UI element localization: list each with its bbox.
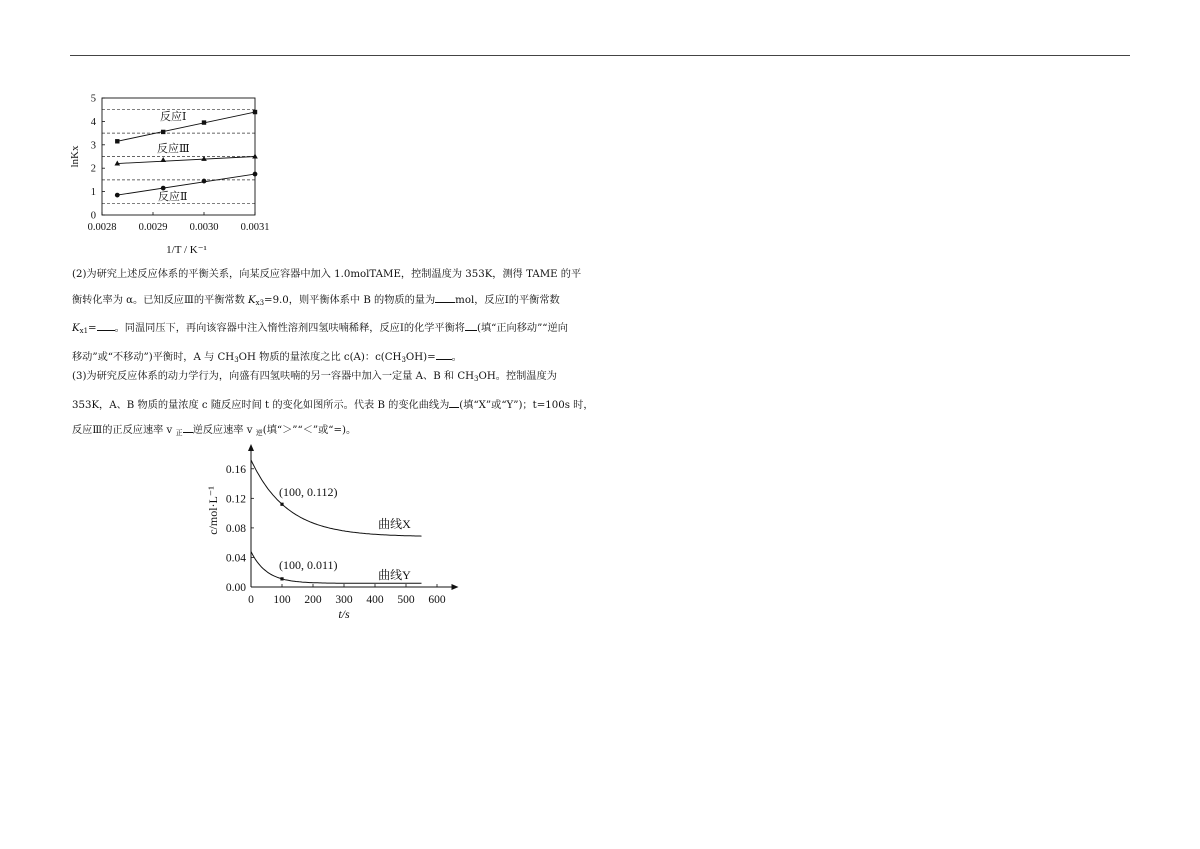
series-label: 曲线Y bbox=[378, 567, 411, 582]
data-point bbox=[115, 139, 119, 143]
y-tick-label: 0.12 bbox=[225, 493, 246, 506]
y-tick-label: 4 bbox=[90, 116, 96, 128]
y-tick-label: 0.08 bbox=[225, 522, 246, 535]
answer-blank[interactable] bbox=[436, 359, 452, 360]
y-tick-label: 5 bbox=[90, 93, 96, 105]
header-rule bbox=[70, 55, 1130, 56]
concentration-chart bbox=[195, 440, 485, 625]
data-point bbox=[202, 120, 206, 124]
x-axis-arrow bbox=[452, 584, 459, 590]
answer-blank[interactable] bbox=[449, 407, 459, 408]
series-label: 反应Ⅰ bbox=[160, 111, 187, 124]
x-tick-label: 100 bbox=[273, 594, 291, 606]
x-tick-label: 0.0029 bbox=[138, 222, 168, 233]
lnkx-chart bbox=[60, 88, 280, 263]
data-point bbox=[202, 179, 207, 184]
x-axis-label: 1/T / K⁻¹ bbox=[166, 244, 207, 256]
data-point bbox=[160, 157, 166, 162]
question-2: (2)为研究上述反应体系的平衡关系，向某反应容器中加入 1.0molTAME，控制温度为 353K，测得 TAME 的平 衡转化率为 α。已知反应Ⅲ的平衡常数 $K_{x3}=9.0$，则平衡体系中 B 的物质的量为 mol，反应Ⅰ的平衡常数 $K_{x1}=$ 。同温同压下，再向该容器中注入惰性溶剂四氢呋喃稀释，反应Ⅰ的化学平衡将 (填“正向移动”“逆向 移动”或“不移动”)平衡时，A 与 $CH_3OH$ 物质的量浓度之比 c(A)：$c(CH_3OH)=$ 。 bbox=[72, 269, 582, 364]
answer-blank[interactable] bbox=[435, 302, 455, 303]
answer-blank[interactable] bbox=[183, 432, 193, 433]
y-axis-arrow bbox=[248, 444, 254, 451]
x-axis-label: t/s bbox=[338, 607, 350, 621]
y-tick-label: 2 bbox=[90, 163, 96, 175]
series-label: 反应Ⅲ bbox=[157, 142, 190, 155]
series-line bbox=[117, 157, 255, 164]
x-tick-label: 0 bbox=[248, 594, 254, 606]
y-tick-label: 0 bbox=[90, 210, 96, 222]
data-point bbox=[280, 577, 283, 580]
x-tick-label: 500 bbox=[397, 594, 415, 606]
x-tick-label: 600 bbox=[428, 594, 446, 606]
question-3: (3)为研究反应体系的动力学行为，向盛有四氢呋喃的另一容器中加入一定量 A、B 和 $CH_3OH$。控制温度为 353K，A、B 物质的量浓度 c 随反应时间 t 的变化如图所示。代表 B 的变化曲线为 (填“X”或“Y”)；t=100s 时， 反应Ⅲ的正反应速率 v $_正$ 逆反应速率 v $_逆$(填“＞”“＜”或“=)。 bbox=[72, 371, 594, 437]
series-label: 曲线X bbox=[378, 516, 411, 531]
answer-blank[interactable] bbox=[465, 330, 477, 331]
point-annotation: (100, 0.112) bbox=[279, 485, 338, 500]
y-tick-label: 0.04 bbox=[225, 552, 246, 565]
y-axis-label: c/mol·L⁻¹ bbox=[206, 486, 220, 535]
data-point bbox=[252, 154, 258, 159]
data-point bbox=[253, 110, 257, 114]
x-tick-label: 400 bbox=[366, 594, 384, 606]
point-annotation: (100, 0.011) bbox=[279, 557, 338, 572]
data-point bbox=[253, 172, 258, 177]
y-tick-label: 1 bbox=[90, 187, 96, 199]
x-tick-label: 0.0030 bbox=[189, 222, 219, 233]
data-point bbox=[161, 186, 166, 191]
y-axis-label: lnKx bbox=[69, 145, 81, 168]
y-tick-label: 0.16 bbox=[225, 463, 246, 476]
answer-blank[interactable] bbox=[97, 330, 115, 331]
data-point bbox=[280, 503, 283, 506]
series-label: 反应Ⅱ bbox=[158, 190, 188, 203]
x-tick-label: 200 bbox=[304, 594, 322, 606]
y-tick-label: 3 bbox=[90, 140, 96, 152]
data-point bbox=[115, 193, 120, 198]
x-tick-label: 0.0028 bbox=[87, 222, 117, 233]
x-tick-label: 0.0031 bbox=[240, 222, 270, 233]
y-tick-label: 0.00 bbox=[225, 582, 246, 594]
x-tick-label: 300 bbox=[335, 594, 353, 606]
data-point bbox=[161, 130, 165, 134]
q2-line-1: (2)为研究上述反应体系的平衡关系，向某反应容器中加入 1.0molTAME，控制温度为 353K，测得 TAME 的平 bbox=[72, 269, 582, 280]
